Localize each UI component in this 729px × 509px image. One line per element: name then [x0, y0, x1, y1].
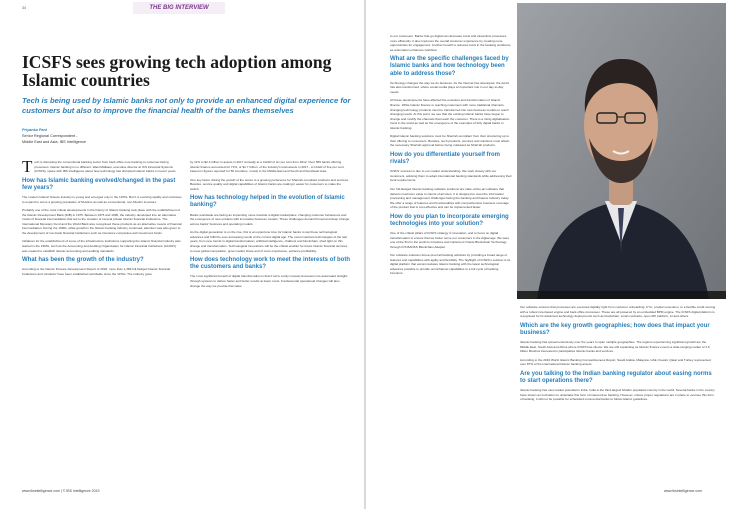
photo-caption-bar — [517, 291, 726, 305]
question-heading: How has Islamic banking evolved/changed in the past few years? — [22, 177, 176, 191]
paragraph: Probably one of the most critical developments in the history of Islamic banking took place with the establishment of the Islamic Development Bank (IDB) in 1975. Between 1975 and 1990, the industry developed into an alternative model of financial intermediation that led to the creation of several private Islamic financial institutions. The International Monetary Fund and the World Bank also recognised these products as an alternative means of financial intermediation. During the 1990s, while growth in the Islamic banking industry continued, attention was also given to the development of non-bank financial institutions such as insurance companies and investment funds. — [22, 208, 182, 235]
question-heading: Are you talking to the Indian banking regulator about easing norms to start operations there? — [520, 370, 712, 384]
paragraph: One key factor driving the growth of the sector is a growing preference for Shari'ah-compliant products and services. Besides, service quality and digital capabilities of Islamic banks are making it easier for customers to make the switch. — [190, 177, 349, 191]
paragraph: As the digital generation is on the rise, this is an opportune time for Islamic banks to tap these technological advances and fulfil the ever-increasing needs of the current digital age. The most important technologies of the last years, from new trends in digital transformation, artificial intelligence, chatbots and blockchain, shed light on this change and transformation. Technological innovations will be the critical enabler for future Islamic financial services to meet global competition, grow market share and of more importance, enhance profitability. — [190, 230, 348, 253]
paragraph: ICSFS' success is due to our market understanding. We work closely with our customers, advising them to adopt international banking standards while addressing their local requirements. — [390, 169, 512, 183]
author-role: Senior Regional Correspondent - — [22, 134, 78, 138]
standfirst: Tech is being used by Islamic banks not only to provide an enhanced digital experience for customers but also to improve the financial health of the banks themselves — [22, 96, 351, 115]
paragraph: Islamic banking has spread extensively over the years to span multiple geographies. The regions experiencing significant growth are the Middle East, South Asia and Africa where ICSFS has clients. We are still expanding as Islamic finance covers a wide-ranging market of 1.6 billion Muslims interested in participative Islamic banks and services. — [520, 340, 710, 354]
paragraph: Technology changes the way we do business. As the internet has developed, the world has also transformed, where social media plays an important role in our day-to-day needs. — [390, 80, 509, 94]
paragraph: Banks worldwide are facing an impending move towards a digital marketplace, changing customer behaviours and the emergence of new entrants with innovative business models. These challenges demand broad and deep change across banks' business and operating models. — [190, 212, 350, 226]
question-heading: How does technology work to meet the interests of both the customers and banks? — [190, 257, 351, 271]
paragraph: Islamic banking has vast market potential in India. India is the third-largest Muslim populated country in the world. Several banks in the country have shown an inclination to undertake this form of interest-free banking. However, unless proper regulations are in place to oversee this form of banking, it will not be possible for scheduled commercial banks to follow Islamic guidelines. — [520, 388, 715, 402]
intro-paragraph: Tech is disrupting the conventional banking sector from back office core banking to customer-facing processes. Islamic banking is no different. Wael Malkawi, executive director at ICS Financial Systems (ICSFS), spoke with IBS Intelligence about how technology has disrupted Islamic banks in recent years. — [22, 157, 177, 176]
paragraph: One of the critical pillars of ICSFS strategy is innovation, and to focus on digital transformation to ensure that we better serve our customers in the digital age. We were one of the first in the world to introduce and implement Oracle Blockchain Technology through ICS BANKS Blockchain Adapter. — [390, 231, 510, 249]
question-heading: Which are the key growth geographies; how does that impact your business? — [520, 322, 710, 336]
paragraph: Digital Islamic banking solutions must be Shari'ah-compliant from their structuring up to their offering to consumers. Besides, such products, services and solutions must obtain the necessary Shari'ah approval before being marketed as Shari'ah products. — [390, 134, 510, 148]
paragraph: Initiatives for the establishment of some of the infrastructure institutions supporting the Islamic financial industry also started in the 1990s, such as the Accounting and Auditing Organization for Islamic Financial Institutions (AAOIFI) was created to establish Islamic accounting and auditing standards. — [22, 239, 181, 253]
paragraph: According to the Islamic Finance Development Report of 2018, more than 1,389 full-fledged Islamic financial institutions and 'windows' have been established worldwide since the 1970s. The industry grew — [22, 267, 171, 276]
page-number-left: 34 — [22, 6, 26, 10]
paragraph: to our customers. Banks that go digital can decrease costs and streamline processes more efficiently. It also improves the overall customer experience by creating more opportunities for engagement. Another benefit is reduced costs in the banking workforce, as automation enhances workflow. — [390, 34, 512, 52]
portrait-illustration — [517, 3, 726, 299]
section-band — [133, 2, 225, 14]
article-title: ICSFS sees growing tech adoption among Islamic countries — [22, 52, 332, 90]
portrait-photo — [517, 3, 726, 305]
paragraph: Our software ensures that processes are executed digitally right from customer onboarding, KYC, product execution, to a flexible credit scoring with a robust rule-based engine and back office processes. These are all powered by an embedded BPM engine. The ICSFS digital platform is recognised for its advanced technology deployments such as blockchain, smart contracts, open API platform, AI and others. — [520, 305, 716, 319]
footer-left: www.ibsintelligence.com | © IBS Intelligence 2019 — [22, 489, 100, 493]
paragraph: The most significant benefit of digital transformation is that it turns costly manual processes into automated straight-through systems to deliver faster and better results at lower costs. Fundamental operational changes will also change the way we provide that value — [190, 274, 349, 288]
footer-right: www.ibsintelligence.com — [664, 489, 702, 493]
paragraph: The modern Islamic finance industry is young and emerged only in the 1970s. But it is evolving rapidly and continues to expand to serve a growing population of Muslims as well as conventional, non-Muslim investors. — [22, 195, 182, 204]
photo-caption: Wael Malkawi, executive director, ICS Financial Systems — [523, 301, 609, 305]
paragraph: by 11% to $2.4 trillion in assets in 2017 annually at a CAGR of six per cent from 2012. Over 505 banks offering Islamic finance accounted for 71%, or $1.7 trillion, of the industry's total assets in 2017 - a CAGR of five per cent, based on figures reported for 56 countries, mostly in the Middle East and South and Southeast Asia. — [190, 160, 345, 174]
author-name: Priyanka Pani — [22, 128, 47, 132]
right-column-1 — [390, 34, 512, 489]
question-heading: How has technology helped in the evolution of Islamic banking? — [190, 195, 345, 209]
question-heading: How do you plan to incorporate emerging technologies into your solution? — [390, 213, 509, 227]
paragraph: Our software solutions future-proof all banking activities by providing a broad range of features and capabilities with agility and flexibility. The highlight of ICSFS's solution is its digital platform that accommodates Islamic banking with the latest technological advances possible to provide omnichannel capabilities to a full cycle of banking functions. — [390, 253, 511, 276]
question-heading: What are the specific challenges faced by Islamic banks and how technology been able to address those? — [390, 56, 509, 77]
right-column-2 — [520, 305, 716, 485]
left-page — [0, 0, 364, 509]
author-org: Middle East and Asia, IBS Intelligence — [22, 140, 86, 144]
paragraph: All these developments have affected the evolution and transformation of Islamic finance. While Islamic finance is reaching customers with more traditional channels, changing technology products must be transformed into new business models to reach changing needs. At this point, we see that the existing Islamic banks have begun to change and modify the channels that reach the customer. There is a rising digitalisation trend in the world as well as the emergence of the examples of fully digital banks in Islamic banking. — [390, 98, 510, 130]
byline — [22, 127, 162, 145]
question-heading: What has been the growth of the industry? — [22, 257, 144, 264]
section-label: THE BIG INTERVIEW — [149, 5, 209, 11]
question-heading: How do you differentiate yourself from rivals? — [390, 151, 501, 166]
paragraph: Our full-fledged Islamic banking software solutions are state-of-the-art software that delivers maximum value to clients of all sizes. It is designed to meet the information processing and management challenges facing the banking and finance industry today. We offer a range of features and functionalities with comprehensive business coverage of the product that is cost-effective and can be implemented faster. — [390, 186, 510, 210]
paragraph: According to the 2016 World Islamic Banking Competitiveness Report, Saudi Arabia, Malaysia, UAE, Kuwait, Qatar and Turkey represented over 87% of the international Islamic banking assets. — [520, 357, 711, 367]
left-column-1 — [22, 157, 182, 485]
left-column-2 — [190, 160, 350, 485]
dropcap: T — [22, 157, 33, 176]
right-page — [366, 0, 729, 509]
